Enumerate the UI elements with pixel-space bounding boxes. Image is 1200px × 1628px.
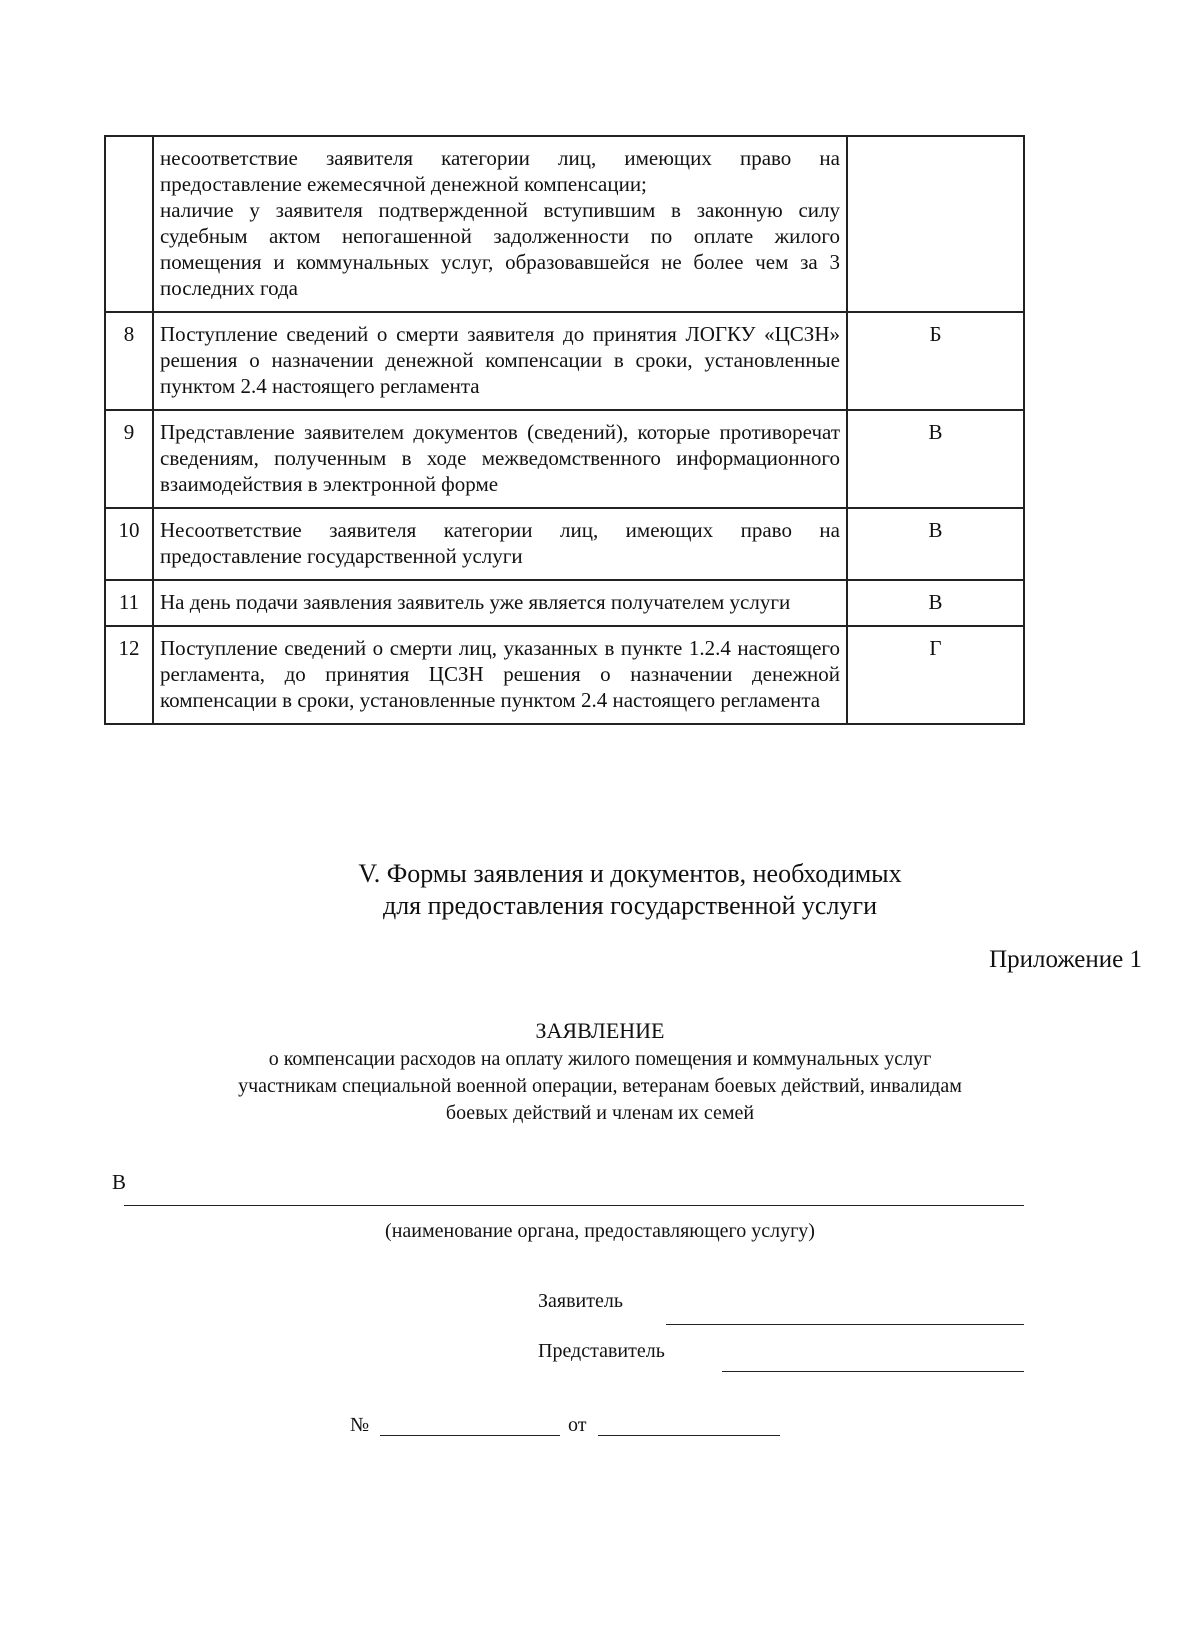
representative-signature-line[interactable]	[722, 1371, 1024, 1372]
number-field-line[interactable]	[380, 1435, 560, 1436]
date-label: от	[568, 1414, 587, 1436]
row-number: 11	[105, 580, 153, 626]
recipient-prefix: В	[112, 1170, 127, 1194]
statement-subtitle-line: о компенсации расходов на оплату жилого помещения и коммунальных услуг	[268, 1048, 932, 1070]
table-row	[105, 508, 1024, 580]
table-row	[105, 410, 1024, 508]
row-description-paragraph: Несоответствие заявителя категории лиц, имеющих право на предоставление государственной услуги	[160, 518, 840, 568]
row-description	[153, 508, 847, 580]
statement-title: ЗАЯВЛЕНИЕ	[535, 1018, 665, 1043]
row-code	[847, 136, 1024, 312]
row-description	[153, 626, 847, 724]
row-description	[153, 410, 847, 508]
section-title-line: для предоставления государственной услуги	[382, 891, 878, 920]
statement-subtitle	[90, 1046, 1110, 1127]
statement-subtitle-line: участникам специальной военной операции, ветеранам боевых действий, инвалидам	[238, 1075, 962, 1097]
row-number: 10	[105, 508, 153, 580]
row-code: Г	[847, 626, 1024, 724]
row-description	[153, 312, 847, 410]
table-row	[105, 312, 1024, 410]
row-number: 12	[105, 626, 153, 724]
row-description-paragraph: Поступление сведений о смерти лиц, указанных в пункте 1.2.4 настоящего регламента, до принятия ЦСЗН решения о назначении денежной компенсации в сроки, установленные пунктом 2.4 настоящего регламента	[160, 636, 840, 712]
table-row	[105, 580, 1024, 626]
row-description	[153, 580, 847, 626]
row-code: В	[847, 580, 1024, 626]
row-description-paragraph: несоответствие заявителя категории лиц, имеющих право на предоставление ежемесячной денежной компенсации;	[160, 146, 840, 196]
row-description	[153, 136, 847, 312]
organ-caption: (наименование органа, предоставляющего услугу)	[385, 1220, 815, 1242]
representative-label: Представитель	[538, 1340, 665, 1362]
row-number: 9	[105, 410, 153, 508]
row-code: В	[847, 410, 1024, 508]
table-row	[105, 136, 1024, 312]
statement-subtitle-line: боевых действий и членам их семей	[445, 1102, 755, 1124]
row-number	[105, 136, 153, 312]
row-description-paragraph: наличие у заявителя подтвержденной вступившим в законную силу судебным актом непогашенной задолженности по оплате жилого помещения и коммунальных услуг, образовавшейся не более чем за 3 последних года	[160, 198, 840, 300]
applicant-signature-line[interactable]	[666, 1324, 1024, 1325]
row-description-paragraph: На день подачи заявления заявитель уже является получателем услуги	[160, 590, 791, 614]
row-code: В	[847, 508, 1024, 580]
section-title-line: V. Формы заявления и документов, необходимых	[358, 859, 902, 888]
row-description-paragraph: Поступление сведений о смерти заявителя до принятия ЛОГКУ «ЦСЗН» решения о назначении денежной компенсации в сроки, установленные пунктом 2.4 настоящего регламента	[160, 322, 840, 398]
row-description-paragraph: Представление заявителем документов (сведений), которые противоречат сведениям, полученным в ходе межведомственного информационного взаимодействия в электронной форме	[160, 420, 840, 496]
applicant-label: Заявитель	[538, 1290, 623, 1312]
appendix-label: Приложение 1	[989, 946, 1142, 973]
date-field-line[interactable]	[598, 1435, 780, 1436]
organ-name-line[interactable]	[124, 1205, 1024, 1206]
row-number: 8	[105, 312, 153, 410]
section-title	[200, 858, 1060, 922]
number-label: №	[350, 1414, 370, 1436]
refusal-grounds-table	[104, 135, 1025, 725]
row-code: Б	[847, 312, 1024, 410]
table-row	[105, 626, 1024, 724]
